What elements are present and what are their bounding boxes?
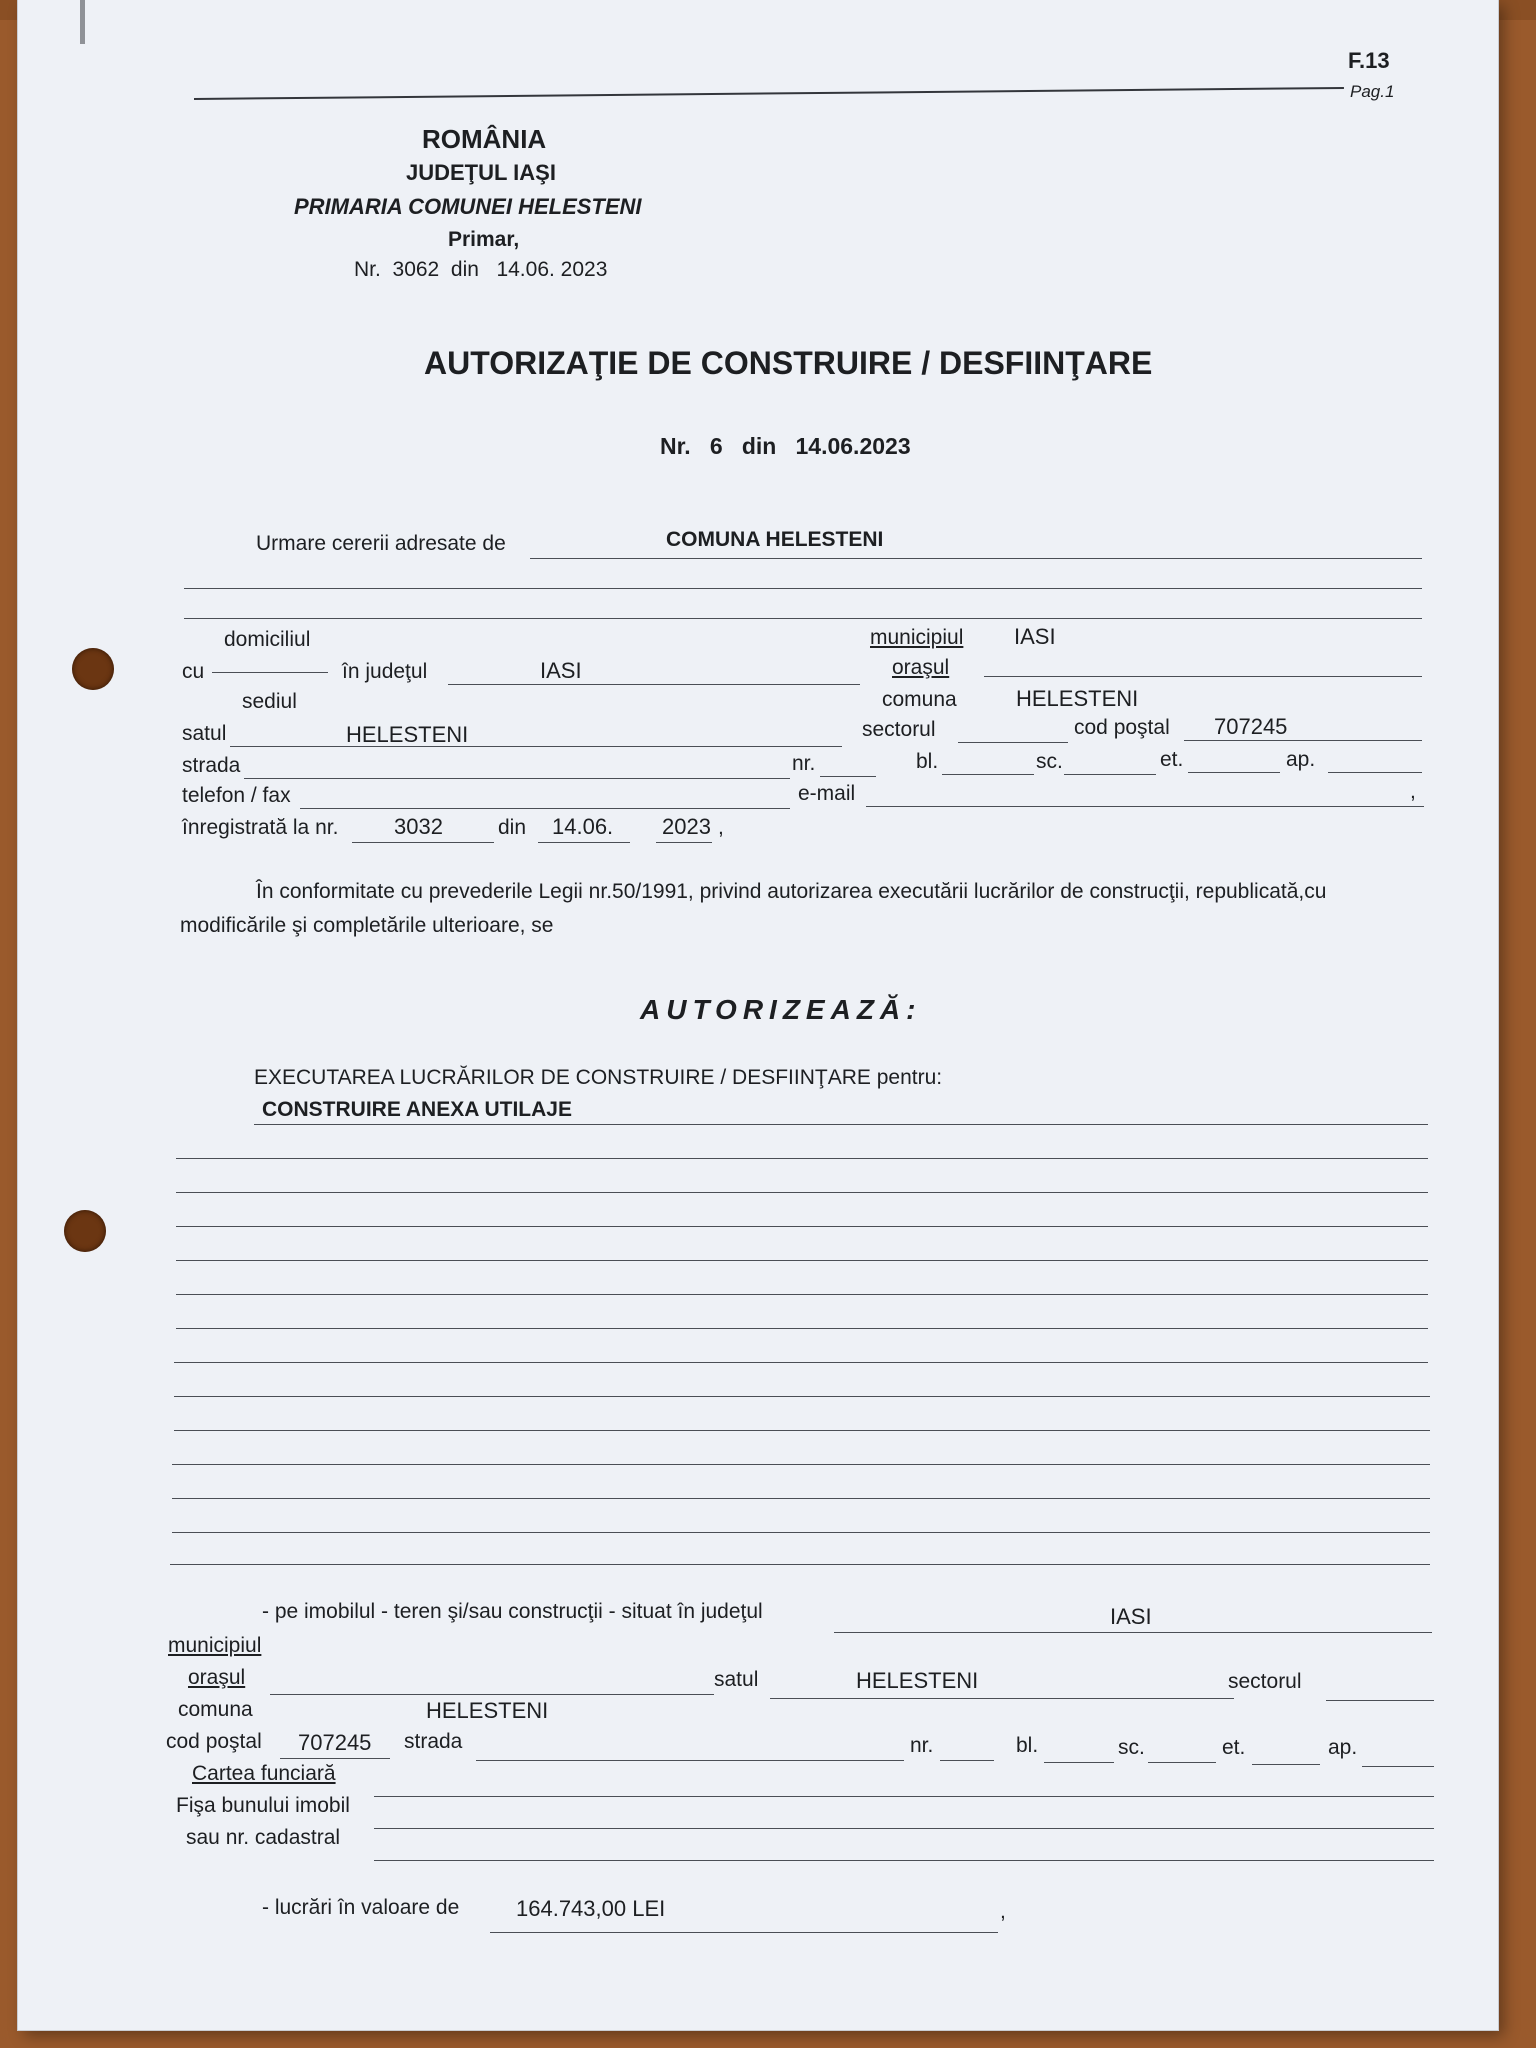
cadastral-label: sau nr. cadastral (186, 1826, 341, 1849)
inreg-nr-line (352, 842, 494, 843)
cartea-funciara-line (374, 1796, 1434, 1797)
fisa-bunului-line (374, 1828, 1434, 1829)
property-ap-line (1362, 1766, 1434, 1767)
strada-line (244, 778, 790, 779)
strada-label: strada (182, 754, 241, 777)
property-bl-line (1044, 1762, 1114, 1763)
inreg-din-label: din (498, 816, 527, 839)
applicant-line-3 (184, 618, 1422, 619)
property-judet-value: IASI (1110, 1604, 1152, 1629)
registration-din: din (450, 258, 479, 281)
institution: PRIMARIA COMUNEI HELESTENI (294, 194, 642, 219)
sectorul-label: sectorul (862, 718, 936, 741)
document-title: AUTORIZAŢIE DE CONSTRUIRE / DESFIINŢARE (424, 345, 1153, 381)
property-comuna-label: comuna (178, 1698, 253, 1721)
registration-date: 14.06. 2023 (496, 258, 608, 281)
works-blank-line (172, 1464, 1430, 1465)
office: Primar, (448, 228, 520, 251)
document-number-line (660, 433, 911, 460)
email-line (866, 806, 1424, 807)
property-orasul-label: oraşul (188, 1666, 246, 1689)
satul-line (230, 746, 842, 747)
judet-label: în judeţul (342, 660, 428, 683)
telefon-line (300, 808, 790, 809)
telefon-label: telefon / fax (182, 784, 291, 807)
applicant-name-line (530, 558, 1422, 559)
inreg-date-line (538, 842, 630, 843)
email-label: e-mail (798, 782, 856, 805)
nr-label: nr. (792, 752, 816, 775)
comuna-value: HELESTENI (1016, 686, 1139, 711)
property-sectorul-label: sectorul (1228, 1670, 1302, 1693)
works-value-line (490, 1932, 998, 1933)
sc-line (1064, 774, 1156, 775)
property-cod-postal-line (280, 1758, 390, 1759)
orasul-label: oraşul (892, 656, 950, 679)
registration-number: 3062 (392, 258, 440, 281)
property-cod-postal-value: 707245 (298, 1730, 372, 1755)
works-value: CONSTRUIRE ANEXA UTILAJE (262, 1098, 572, 1121)
cadastral-line (374, 1860, 1434, 1861)
property-satul-line (770, 1698, 1234, 1699)
property-municipiul-label: municipiul (168, 1634, 262, 1657)
works-blank-line (174, 1362, 1428, 1363)
et-line (1188, 772, 1280, 773)
ap-line (1328, 772, 1422, 773)
legal-text-line-2: modificările şi completările ulterioare, se (180, 914, 554, 937)
ap-label: ap. (1286, 748, 1316, 771)
inreg-year-value: 2023 (662, 814, 711, 839)
punch-hole-bottom (64, 1210, 106, 1252)
works-blank-line (176, 1158, 1428, 1159)
judet-value: IASI (540, 658, 582, 683)
page-label: Pag.1 (1350, 82, 1395, 101)
property-satul-label: satul (714, 1668, 759, 1691)
works-blank-line (174, 1396, 1430, 1397)
property-satul-value: HELESTENI (856, 1668, 979, 1693)
property-locality-line (270, 1694, 714, 1695)
works-label: EXECUTAREA LUCRĂRILOR DE CONSTRUIRE / DESFIINŢARE pentru: (254, 1066, 943, 1089)
satul-label: satul (182, 722, 227, 745)
works-blank-line (174, 1430, 1430, 1431)
registration-line (354, 258, 607, 282)
property-comuna-value: HELESTENI (426, 1698, 549, 1723)
inreg-comma: , (718, 816, 724, 839)
cu-line (212, 672, 328, 673)
works-blank-line (170, 1564, 1430, 1565)
property-bl-label: bl. (1016, 1734, 1039, 1757)
document-date: 14.06.2023 (795, 433, 911, 459)
municipiul-label: municipiul (870, 626, 964, 649)
county: JUDEŢUL IAŞI (406, 160, 556, 185)
comuna-label: comuna (882, 688, 957, 711)
authorization-document (18, 0, 1498, 2030)
header-rule (194, 87, 1344, 100)
sectorul-line (958, 742, 1068, 743)
inregistrata-label: înregistrată la nr. (182, 816, 339, 839)
property-et-line (1252, 1764, 1320, 1765)
sc-label: sc. (1036, 750, 1063, 773)
inreg-year-line (656, 842, 712, 843)
property-ap-label: ap. (1328, 1736, 1358, 1759)
document-nr: 6 (709, 433, 723, 459)
judet-line (448, 684, 860, 685)
document-nr-label: Nr. (660, 433, 691, 459)
works-value-amount: 164.743,00 LEI (516, 1896, 666, 1921)
authorize-heading: AUTORIZEAZĂ: (640, 994, 922, 1025)
inreg-nr-value: 3032 (394, 814, 443, 839)
property-nr-label: nr. (910, 1734, 934, 1757)
works-line-1 (254, 1124, 1428, 1125)
property-sectorul-line (1326, 1700, 1434, 1701)
nr-line (820, 776, 876, 777)
property-nr-line (940, 1760, 994, 1761)
form-code: F.13 (1348, 48, 1390, 73)
municipiul-value: IASI (1014, 624, 1056, 649)
property-intro: - pe imobilul - teren şi/sau construcţii - situat în judeţul (262, 1600, 763, 1623)
cu-label: cu (182, 660, 205, 683)
works-blank-line (176, 1260, 1428, 1261)
works-blank-line (176, 1226, 1428, 1227)
fisa-bunului-label: Fişa bunului imobil (176, 1794, 350, 1817)
property-et-label: et. (1222, 1736, 1246, 1759)
property-strada-line (476, 1760, 904, 1761)
punch-hole-top (72, 648, 114, 690)
works-blank-line (172, 1532, 1430, 1533)
applicant-intro: Urmare cererii adresate de (256, 532, 506, 555)
cod-postal-value: 707245 (1214, 714, 1288, 739)
locality-line (984, 676, 1422, 677)
email-comma: , (1410, 780, 1416, 803)
applicant-name: COMUNA HELESTENI (666, 528, 884, 551)
inreg-date-value: 14.06. (552, 814, 614, 839)
cod-postal-line (1184, 740, 1422, 741)
cod-postal-label: cod poştal (1074, 716, 1170, 739)
registration-prefix: Nr. (354, 258, 381, 281)
property-cod-postal-label: cod poştal (166, 1730, 262, 1753)
country: ROMÂNIA (422, 124, 547, 154)
works-blank-line (172, 1498, 1430, 1499)
document-din-label: din (741, 433, 777, 459)
applicant-line-2 (184, 588, 1422, 589)
property-judet-line (834, 1632, 1432, 1633)
property-sc-label: sc. (1118, 1736, 1145, 1759)
bl-line (942, 774, 1034, 775)
sediul-label: sediul (242, 690, 297, 713)
works-value-comma: , (1000, 1900, 1006, 1923)
domiciliul-label: domiciliul (224, 628, 311, 651)
property-sc-line (1148, 1762, 1216, 1763)
satul-value: HELESTENI (346, 722, 469, 747)
staple-mark (80, 0, 85, 44)
et-label: et. (1160, 748, 1184, 771)
works-blank-line (176, 1328, 1428, 1329)
cartea-funciara-label: Cartea funciară (192, 1762, 336, 1785)
bl-label: bl. (916, 750, 939, 773)
works-blank-line (176, 1192, 1428, 1193)
works-blank-line (176, 1294, 1428, 1295)
works-value-label: - lucrări în valoare de (262, 1896, 460, 1919)
legal-text-line-1: În conformitate cu prevederile Legii nr.50/1991, privind autorizarea executării lucrărilor de construcţii, republicată,cu (256, 880, 1327, 903)
property-strada-label: strada (404, 1730, 463, 1753)
